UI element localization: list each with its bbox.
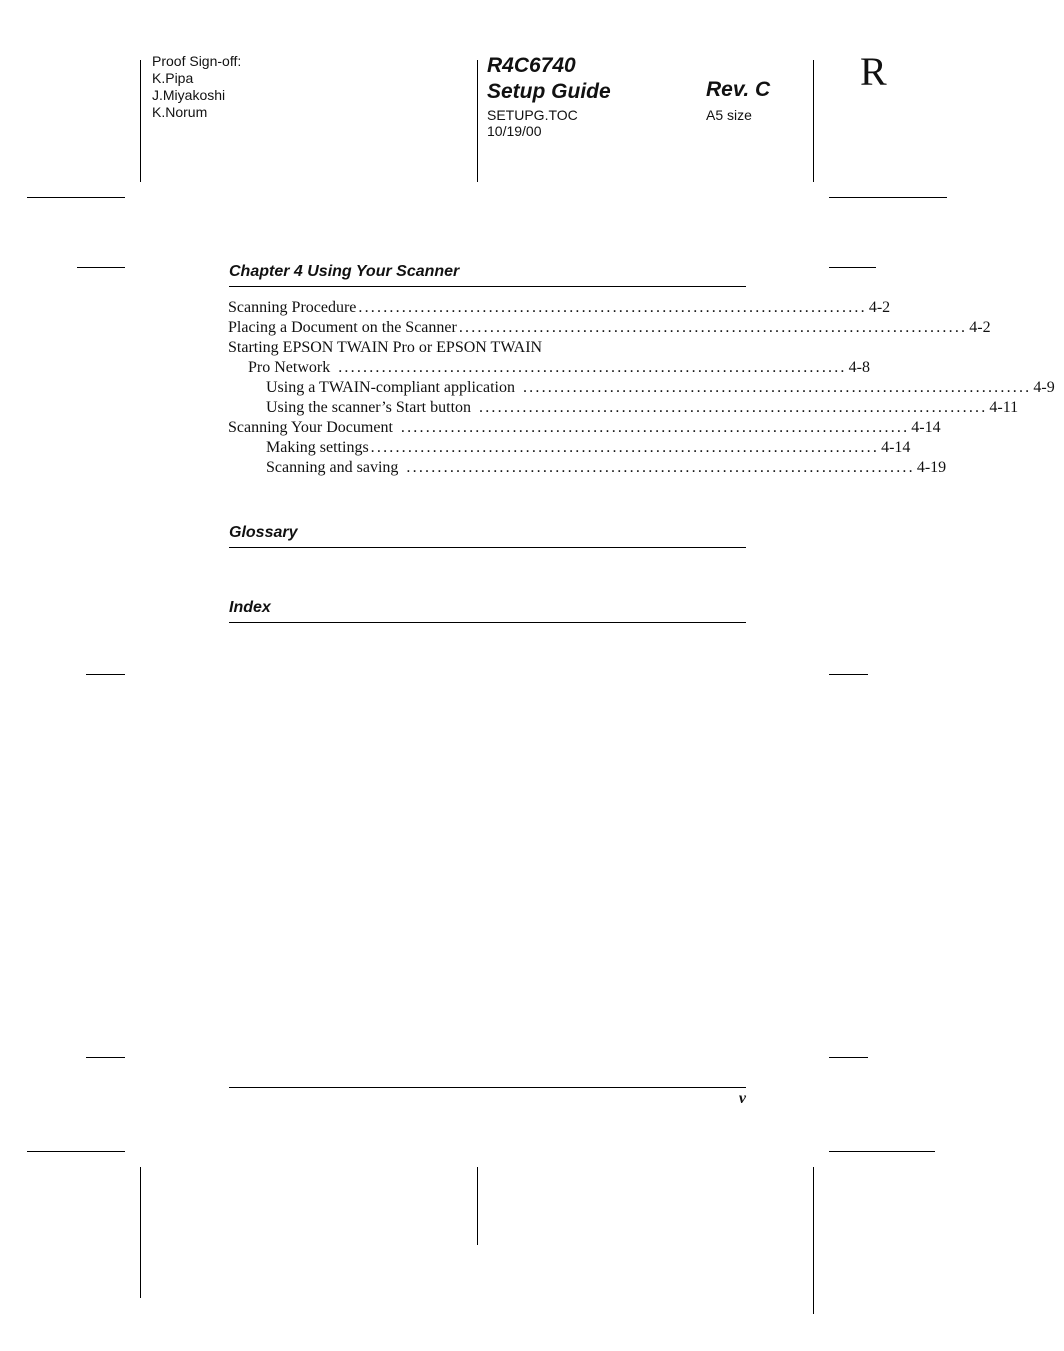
dot-leader: .................................................................................. — [479, 399, 988, 416]
crop-mark — [86, 1057, 125, 1058]
proof-signoff-name: K.Norum — [152, 104, 208, 120]
crop-mark — [27, 197, 125, 198]
crop-mark — [27, 1151, 125, 1152]
toc-entry[interactable] — [228, 358, 870, 378]
toc-entry[interactable] — [228, 318, 991, 338]
toc-entry-label: Using the scanner’s Start button — [266, 399, 472, 416]
toc-entry-page: 4-8 — [848, 359, 870, 376]
document-title — [487, 53, 611, 105]
toc-entry-label: Making settings — [266, 439, 369, 456]
toc-entry-page: 4-9 — [1033, 379, 1055, 396]
file-date: 10/19/00 — [487, 123, 542, 139]
toc-entry-page: 4-19 — [916, 459, 947, 476]
toc-entry-label: Placing a Document on the Scanner — [228, 319, 457, 336]
dot-leader: .................................................................................. — [522, 379, 1032, 396]
toc-entry[interactable] — [228, 458, 947, 478]
dot-leader: .................................................................................. — [358, 299, 867, 316]
index-heading[interactable]: Index — [229, 598, 746, 623]
toc-entry-label: Using a TWAIN-compliant application — [266, 379, 515, 396]
proof-signoff — [152, 53, 241, 121]
crop-mark — [477, 1167, 478, 1245]
crop-mark — [813, 60, 814, 182]
model-number: R4C6740 — [487, 54, 576, 77]
toc-entry-label: Pro Network — [248, 359, 331, 376]
revision-label: Rev. C — [706, 78, 771, 101]
crop-mark — [829, 1151, 935, 1152]
dot-leader: .................................................................................. — [458, 319, 968, 336]
crop-mark — [829, 197, 947, 198]
toc-list — [228, 298, 1055, 478]
crop-mark — [477, 60, 478, 182]
dot-leader: .................................................................................. — [400, 419, 910, 436]
toc-entry-page: 4-14 — [881, 439, 911, 456]
crop-mark — [829, 1057, 868, 1058]
dot-leader: .................................................................................. — [406, 459, 915, 476]
crop-mark — [829, 267, 876, 268]
crop-mark — [813, 1167, 814, 1314]
toc-entry[interactable] — [228, 378, 1055, 398]
toc-entry-label: Scanning and saving — [266, 459, 399, 476]
proof-signoff-heading: Proof Sign-off: — [152, 53, 242, 69]
crop-mark — [86, 674, 125, 675]
file-info — [487, 107, 578, 139]
proof-signoff-name: J.Miyakoshi — [152, 87, 226, 103]
toc-entry-label: Starting EPSON TWAIN Pro or EPSON TWAIN — [228, 339, 543, 356]
toc-entry-page: 4-2 — [868, 299, 891, 316]
toc-entry[interactable] — [228, 438, 911, 458]
toc-entry[interactable] — [228, 418, 941, 438]
toc-entry-label: Scanning Procedure — [228, 299, 357, 316]
corner-mark: R — [860, 49, 887, 94]
toc-entry[interactable] — [228, 298, 891, 318]
crop-mark — [829, 674, 868, 675]
toc-entry-page: 4-14 — [911, 419, 941, 436]
dot-leader: .................................................................................. — [370, 439, 880, 456]
footer-rule — [229, 1087, 746, 1088]
crop-mark — [77, 267, 125, 268]
guide-title: Setup Guide — [487, 80, 611, 103]
page-number: v — [738, 1090, 746, 1107]
dot-leader: .................................................................................. — [338, 359, 847, 376]
glossary-heading[interactable]: Glossary — [229, 523, 746, 548]
file-name: SETUPG.TOC — [487, 107, 578, 123]
paper-size: A5 size — [706, 107, 752, 123]
crop-mark — [140, 1167, 141, 1298]
crop-mark — [140, 60, 141, 182]
toc-entry[interactable] — [228, 338, 728, 358]
chapter-heading: Chapter 4 Using Your Scanner — [229, 262, 746, 287]
toc-entry-label: Scanning Your Document — [228, 419, 393, 436]
proof-signoff-name: K.Pipa — [152, 70, 194, 86]
toc-entry-page: 4-2 — [969, 319, 991, 336]
toc-entry-page: 4-11 — [989, 399, 1019, 416]
toc-entry[interactable] — [228, 398, 1019, 418]
